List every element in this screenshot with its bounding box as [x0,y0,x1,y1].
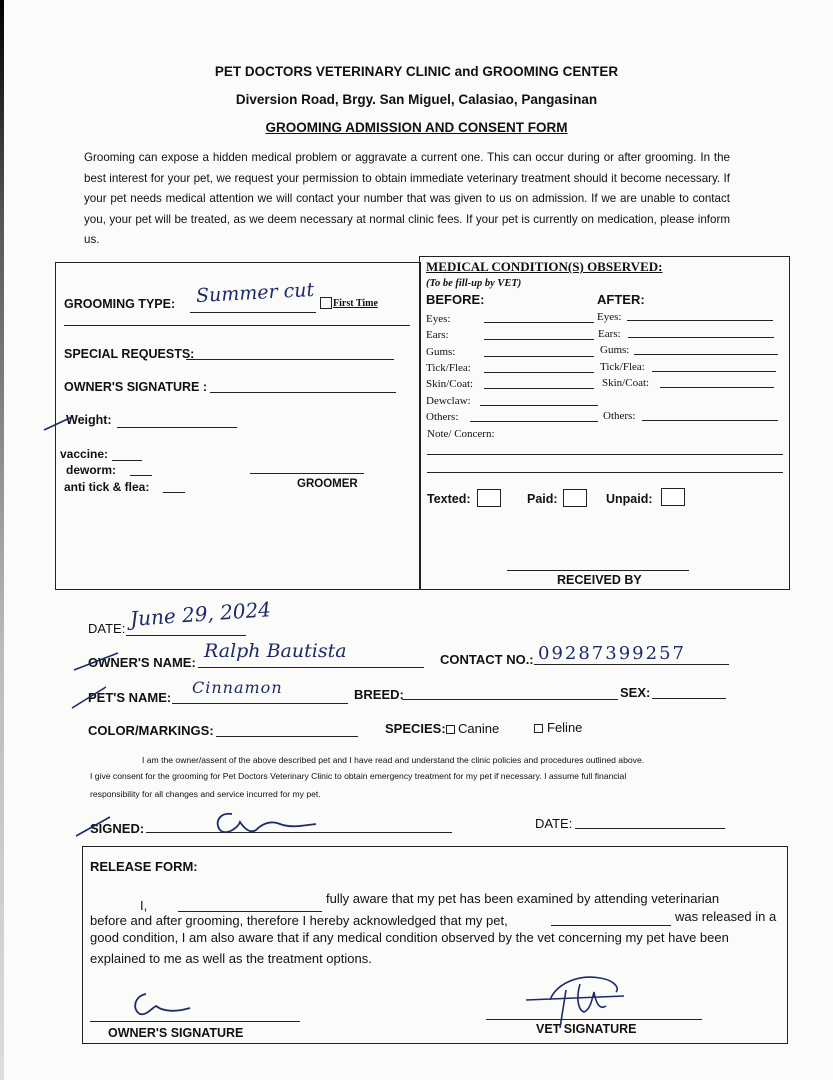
before-dewclaw-label: Dewclaw: [426,395,471,407]
groomer-label: GROOMER [297,478,358,490]
page-edge [0,0,4,1080]
color-label: COLOR/MARKINGS: [88,723,214,738]
received-by-label: RECEIVED BY [557,573,642,587]
release-i-label: I, [140,898,148,913]
medical-subtitle: (To be fill-up by VET) [426,278,522,289]
after-eyes-label: Eyes: [597,311,622,323]
release-owner-signature-label: OWNER'S SIGNATURE [108,1026,244,1040]
before-tick-field[interactable] [484,371,594,373]
first-time-checkbox[interactable] [320,297,332,309]
special-requests-field[interactable] [186,358,394,360]
deworm-field[interactable] [130,474,152,476]
after-skin-field[interactable] [660,386,774,388]
note-line-1[interactable] [427,453,783,455]
date-field[interactable] [126,634,246,636]
pet-strike-mark [70,684,110,710]
before-ears-field[interactable] [484,338,594,340]
species-label: SPECIES: [385,721,446,736]
after-gums-label: Gums: [600,344,630,356]
feline-label: Feline [547,720,583,735]
vaccine-label: vaccine: [60,447,109,461]
before-skin-label: Skin/Coat: [426,378,474,390]
before-eyes-label: Eyes: [426,313,451,325]
before-label: BEFORE: [426,292,485,307]
grooming-type-label: GROOMING TYPE: [64,297,176,311]
date-label: DATE: [88,621,126,636]
owner-strike-mark [72,650,122,672]
consent-line-2: I give consent for the grooming for Pet Doctors Veterinary Clinic to obtain emergency treatment for my pet if necessary. I assume full financial [90,771,627,781]
sex-label: SEX: [620,685,651,700]
release-vet-signature-label: VET SIGNATURE [536,1022,637,1036]
unpaid-checkbox[interactable] [661,488,685,506]
signed-strike-mark [74,814,114,838]
consent-date-label: DATE: [535,816,573,831]
clinic-name: PET DOCTORS VETERINARY CLINIC and GROOMING CENTER [214,64,619,79]
intro-paragraph: Grooming can expose a hidden medical problem or aggravate a current one. This can occur during or after grooming. In the best interest for your pet, we request your permission to obtain immediate veterinary treatment should it become necessary. If your pet needs medical attention we will contact your number that was given to us on admission. If we are unable to contact you, your pet will be treated, as we deem necessary at normal clinic fees. If your pet is currently on medication, please inform us. [84,151,730,246]
after-tick-field[interactable] [652,370,776,372]
note-label: Note/ Concern: [427,428,495,440]
after-gums-field[interactable] [634,353,778,355]
paid-label: Paid: [527,492,558,506]
release-text-4: explained to me as well as the treatment options. [90,951,372,966]
received-by-line[interactable] [507,569,689,571]
texted-checkbox[interactable] [477,489,501,507]
before-dewclaw-field[interactable] [480,404,598,406]
unpaid-label: Unpaid: [606,492,653,506]
owner-name-field[interactable] [198,666,424,668]
strike-mark [42,414,74,432]
owner-signature-label: OWNER'S SIGNATURE : [64,380,208,394]
signed-label: SIGNED: [90,821,145,836]
before-gums-field[interactable] [484,355,594,357]
consent-date-field[interactable] [575,827,725,829]
owner-signature-scribble [210,808,320,836]
before-eyes-field[interactable] [484,321,594,323]
release-title: RELEASE FORM: [90,859,198,874]
before-others-label: Others: [426,411,459,423]
release-owner-scribble [126,990,196,1022]
groomer-signature-line[interactable] [250,472,364,474]
grooming-type-extra-line [64,324,410,326]
owner-signature-field[interactable] [210,391,396,393]
anti-tick-field[interactable] [163,491,185,493]
color-field[interactable] [216,735,358,737]
before-tick-label: Tick/Flea: [426,362,471,374]
release-pet-field[interactable] [551,924,671,926]
after-tick-label: Tick/Flea: [600,361,645,373]
deworm-label: deworm: [66,463,117,477]
anti-tick-label: anti tick & flea: [64,480,150,494]
after-ears-field[interactable] [628,336,774,338]
vaccine-field[interactable] [112,459,142,461]
grooming-type-value: Summer cut [195,278,315,308]
release-owner-signature-line[interactable] [90,1020,300,1022]
date-value: June 29, 2024 [129,597,272,631]
after-eyes-field[interactable] [627,319,773,321]
contact-label: CONTACT NO.: [440,652,534,667]
release-text-2b: was released in a [675,909,777,924]
pet-name-field[interactable] [172,702,348,704]
sex-field[interactable] [652,697,726,699]
consent-line-3: responsibility for all changes and service incurred for my pet. [90,789,321,799]
medical-title: MEDICAL CONDITION(S) OBSERVED: [426,259,663,274]
release-name-field[interactable] [178,910,322,912]
contact-value: 09287399257 [538,643,686,664]
form-title: GROOMING ADMISSION AND CONSENT FORM [265,120,568,135]
after-others-field[interactable] [642,419,778,421]
consent-line-1: I am the owner/assent of the above described pet and I have read and understand the clinic policies and procedures outlined above. [142,755,645,765]
before-gums-label: Gums: [426,346,456,358]
breed-label: BREED: [354,687,404,702]
pet-name-value: Cinnamon [192,678,283,697]
weight-label: Weight: [66,413,112,427]
note-line-2[interactable] [427,471,783,473]
clinic-address: Diversion Road, Brgy. San Miguel, Calasiao, Pangasinan [235,92,598,107]
release-vet-signature-line[interactable] [486,1018,702,1020]
before-skin-field[interactable] [484,387,594,389]
before-ears-label: Ears: [426,329,449,341]
texted-label: Texted: [427,492,471,506]
grooming-type-field[interactable] [190,311,316,313]
after-others-label: Others: [603,410,636,422]
weight-field[interactable] [117,426,237,428]
release-text-1: fully aware that my pet has been examined by attending veterinarian [326,891,720,906]
feline-checkbox[interactable] [534,724,543,733]
paid-checkbox[interactable] [563,489,587,507]
after-label: AFTER: [597,292,645,307]
owner-name-label: OWNER'S NAME: [88,655,196,670]
canine-label: Canine [458,721,500,736]
release-text-3: good condition, I am also aware that if any medical condition observed by the vet concerning my pet have been [90,930,729,945]
pet-name-label: PET'S NAME: [88,690,172,705]
owner-name-value: Ralph Bautista [204,640,347,662]
first-time-label: First Time [333,298,378,309]
after-skin-label: Skin/Coat: [602,377,650,389]
before-others-field[interactable] [470,420,598,422]
breed-field[interactable] [402,698,618,700]
release-text-2a: before and after grooming, therefore I hereby acknowledged that my pet, [90,913,508,928]
canine-checkbox[interactable] [446,725,455,734]
special-requests-label: SPECIAL REQUESTS: [64,347,195,361]
after-ears-label: Ears: [598,328,621,340]
